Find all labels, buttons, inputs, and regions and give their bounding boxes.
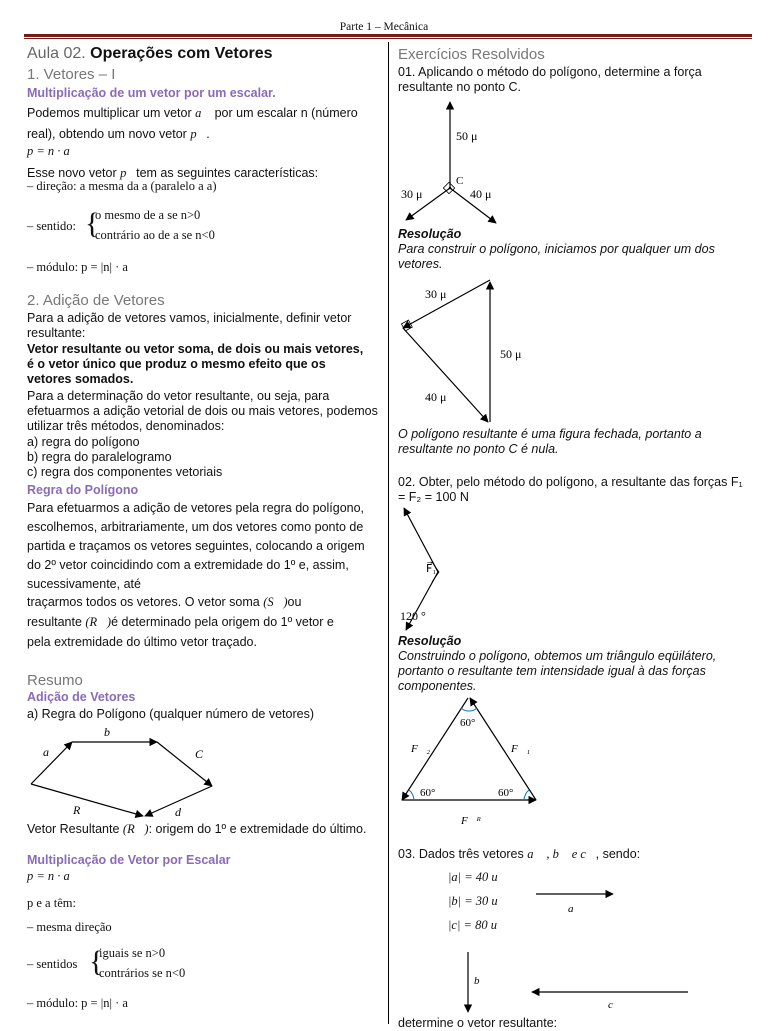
ex3-vectors-diagram: [458, 884, 738, 1014]
ex3-text-b: , sendo:: [595, 847, 641, 861]
regra-poligono-line: a) Regra do Polígono (qualquer número de vetores): [27, 707, 314, 721]
direcao-line: – direção: a mesma da a (paralelo a a): [27, 179, 217, 193]
add-paragraph-2: Para a determinação do vetor resultante, ou seja, para efetuarmos a adição vetorial de dois ou mais vetores, podemos utilizar três métodos, denominados:: [27, 389, 378, 433]
lesson-number: Aula 02.: [27, 45, 86, 62]
label-50: 50 μ: [456, 129, 478, 143]
regra-paragraph-2: traçarmos todos os vetores. O vetor soma (S⃗)ou resultante (R⃗)é determinado pela origem do 1º vetor e pela extremidade do último vetor traçado.: [27, 592, 382, 652]
method-item: c) regra dos componentes vetoriais: [27, 465, 223, 479]
sentido-label: – sentido:: [27, 219, 76, 233]
tri-label-fr: F⃗ᴿ: [461, 815, 482, 827]
section-1-title: 1. Vetores – I: [27, 66, 116, 83]
adicao-title: Adição de Vetores: [27, 690, 136, 704]
label-c: C: [456, 175, 464, 187]
mult-vetor-title: Multiplicação de Vetor por Escalar: [27, 853, 231, 867]
ex3-value: |b| = 30 u: [448, 894, 498, 908]
mult-subtitle: Multiplicação de um vetor por um escalar.: [27, 86, 276, 100]
methods-list: [27, 435, 222, 480]
regra-text-e: pela extremidade do último vetor traçado.: [27, 635, 257, 649]
lesson-title: [27, 44, 272, 64]
ex3-label-a: a⃗: [568, 903, 583, 915]
poly-label-40: 40 μ: [425, 390, 447, 404]
regra-text-b: ou: [287, 595, 302, 609]
header-rule-thick: [24, 34, 752, 37]
ex3-value: |a| = 40 u: [448, 870, 498, 884]
brace-icon: {: [89, 945, 104, 978]
exercise-1-text: 01. Aplicando o método do polígono, determine a força resultante no ponto C.: [398, 65, 702, 94]
ex2-resolution-text: Construindo o polígono, obtemos um triângulo eqüilátero, portanto o resultante tem intensidade igual à das forças componentes.: [398, 649, 717, 693]
tri-angle-top: 60°: [460, 717, 476, 729]
ex1-resolution-text: Para construir o polígono, iniciamos por qualquer um dos vetores.: [398, 242, 715, 271]
tri-angle-right: 60°: [498, 787, 514, 799]
poly-vector-30: [403, 280, 490, 328]
tri-angle-left: 60°: [420, 787, 436, 799]
vector-c: [157, 742, 212, 786]
lesson-name: Operações com Vetores: [90, 45, 273, 62]
exercise-3-text: 03. Dados três vetores a⃗ , b⃗ e c⃗, sendo:: [398, 847, 641, 861]
resolucao-2: Resolução: [398, 634, 462, 648]
sentido-case-2: contrário ao de a se n<0: [95, 228, 215, 242]
page-header: [0, 0, 768, 40]
tem-line: p e a têm:: [27, 896, 76, 910]
tri-label-f1: F⃗₁: [511, 743, 531, 755]
vetor-resultante-text-b: : origem do 1º e extremidade do último.: [148, 822, 367, 836]
resumo-title: Resumo: [27, 672, 83, 689]
regra-paragraph: Para efetuarmos a adição de vetores pela regra do polígono, escolhemos, arbitrariamente, um dos vetores como ponto de partida e traçamos os vetores seguintes, colocando a origem do 2º vetor coincidindo com a extremidade do 1º e, assim, sucessivamente, até: [27, 501, 365, 591]
caract-line: Esse novo vetor p⃗tem as seguintes características:: [27, 166, 319, 180]
caract-text-1: Esse novo vetor: [27, 166, 117, 180]
ex1-conclusion: O polígono resultante é uma figura fechada, portanto a resultante no ponto C é nula.: [398, 427, 702, 456]
label-40: 40 μ: [470, 187, 492, 201]
mult-text-3: real), obtendo um novo vetor: [27, 127, 187, 141]
resolucao-1: Resolução: [398, 227, 462, 241]
sentidos-block: [27, 942, 327, 986]
label-d: d⃗: [175, 805, 191, 819]
formula-p2: p = n · a: [27, 869, 70, 883]
caract-text-2: tem as seguintes características:: [136, 166, 319, 180]
label-c: C: [195, 747, 204, 761]
point-c: [449, 187, 452, 190]
brace-icon: {: [85, 207, 100, 240]
sentidos-label: – sentidos: [27, 957, 78, 971]
mesma-direcao: – mesma direção: [27, 920, 112, 934]
mult-text-1: Podemos multiplicar um vetor: [27, 106, 192, 120]
modulo2-line: – módulo: p = |n| · a: [27, 996, 128, 1010]
header-title: Parte 1 – Mecânica: [339, 21, 429, 33]
angle-arc-right: [524, 790, 529, 800]
poly-vector-40: [403, 328, 488, 422]
angle-arc-top: [461, 708, 477, 711]
add-paragraph-1: Para a adição de vetores vamos, inicialmente, definir vetor resultante:: [27, 311, 352, 340]
header-rule-thin: [24, 38, 752, 39]
column-divider: [388, 42, 389, 1024]
poly-label-30: 30 μ: [425, 287, 447, 301]
modulo-line: – módulo: p = |n| · a: [27, 260, 128, 274]
regra-title: Regra do Polígono: [27, 483, 139, 497]
sentido-case-1: o mesmo de a se n>0: [95, 208, 201, 222]
vetor-resultante-text-a: Vetor Resultante: [27, 822, 120, 836]
ex3-label-b: b⃗: [474, 975, 489, 987]
method-item: b) regra do paralelogramo: [27, 450, 172, 464]
ex3-value: |c| = 80 u: [448, 918, 497, 932]
triangle-diagram: [398, 694, 548, 829]
label-b: b⃗: [104, 725, 120, 739]
vetor-resultante-line: Vetor Resultante (R⃗): origem do 1º e extremidade do último.: [27, 822, 367, 836]
label-a: a⃗: [43, 745, 59, 759]
label-f1: F⃗₁: [426, 563, 437, 575]
ex1-polygon-diagram: [398, 276, 548, 436]
poly-label-50: 50 μ: [500, 347, 522, 361]
section-2-title: 2. Adição de Vetores: [27, 292, 165, 309]
add-definition: Vetor resultante ou vetor soma, de dois ou mais vetores, é o vetor único que produz o mesmo efeito que os vetores somados.: [27, 342, 364, 386]
tri-label-f2: F⃗₂: [411, 743, 431, 755]
regra-text-d: é determinado pela origem do 1º vetor e: [111, 615, 334, 629]
label-30: 30 μ: [401, 187, 423, 201]
formula-p: p = n · a: [27, 144, 70, 158]
label-120: 120 °: [400, 609, 426, 623]
ex3-text-a: 03. Dados três vetores: [398, 847, 524, 861]
exercise-1-diagram: [398, 98, 518, 228]
exercicios-title: Exercícios Resolvidos: [398, 46, 545, 63]
exercise-2-diagram: [398, 504, 518, 634]
polygon-diagram: [27, 724, 247, 824]
sentido-block: [27, 204, 327, 248]
ex3-end: determine o vetor resultante:: [398, 1016, 558, 1030]
ex3-label-c: c⃗: [608, 999, 622, 1011]
mult-paragraph: Podemos multiplicar um vetor a⃗ por um escalar n (número real), obtendo um novo vetor p⃗.: [27, 106, 358, 141]
angle-arc-left: [409, 790, 414, 800]
sentidos-case-1: iguais se n>0: [99, 946, 166, 960]
exercise-2-text: 02. Obter, pelo método do polígono, a resultante das forças F₁ = F₂ = 100 N: [398, 475, 743, 504]
sentidos-case-2: contrários se n<0: [99, 966, 186, 980]
regra-text-c: resultante: [27, 615, 82, 629]
method-item: a) regra do polígono: [27, 435, 140, 449]
mult-text-2: por um escalar n (número: [214, 106, 358, 120]
regra-text-a: traçarmos todos os vetores. O vetor soma: [27, 595, 260, 609]
label-R: R⃗: [73, 803, 90, 817]
